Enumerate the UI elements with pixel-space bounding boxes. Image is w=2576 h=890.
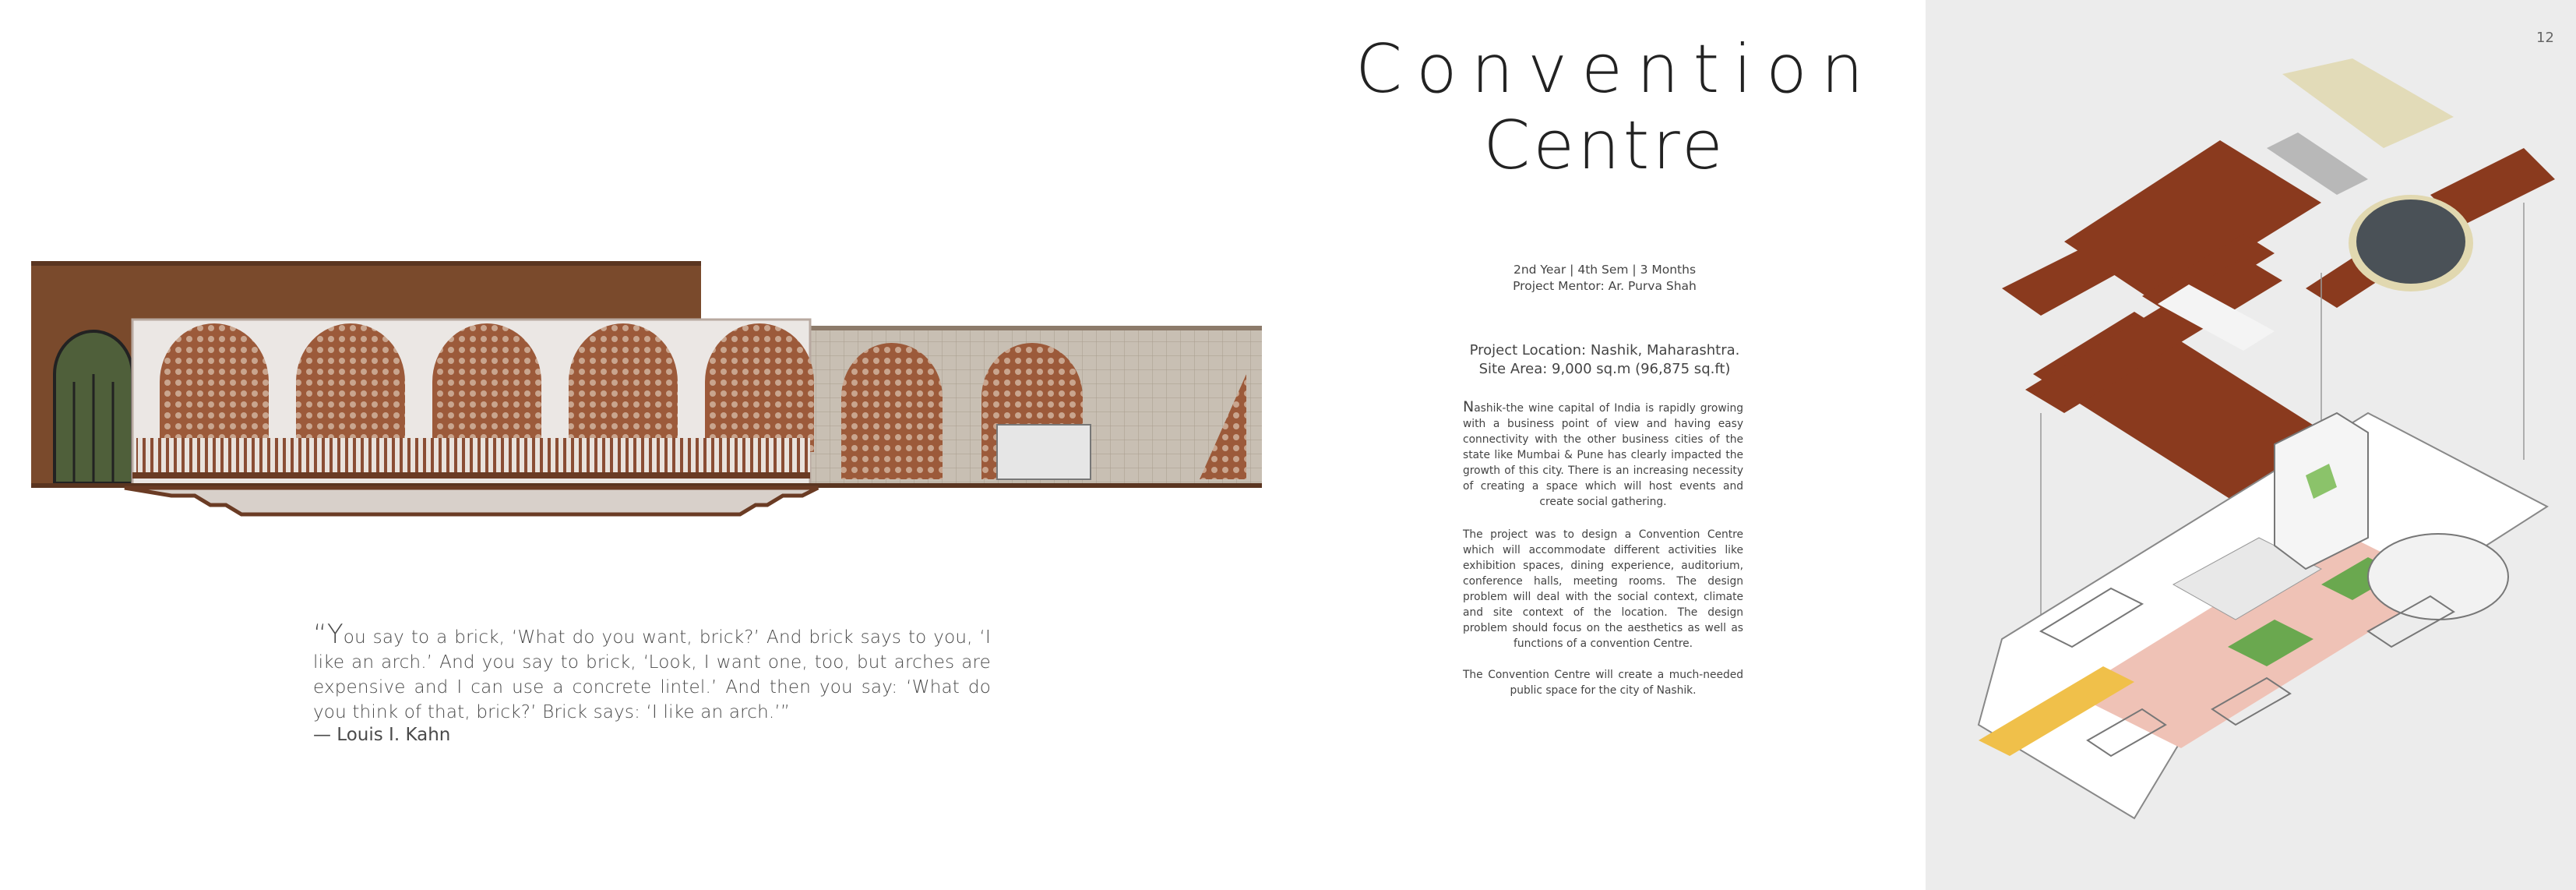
drop-initial: N <box>1463 398 1475 415</box>
title-line-2: Centre <box>1483 107 1726 185</box>
exploded-axonometric <box>1932 39 2571 849</box>
elevation-drawing <box>31 257 1262 538</box>
description-paragraph-1 <box>1463 399 1743 510</box>
description-paragraph-2: The project was to design a Convention Centre which will accommodate different activities like exhibition spaces, dining experience, auditorium, conference halls, meeting rooms. The design problem will deal with the social context, climate and site context of the location. The design problem should focus on the aesthetics as well as functions of a convention Centre. <box>1463 528 1743 650</box>
description-paragraph-3: The Convention Centre will create a much-needed public space for the city of Nashik. <box>1463 669 1743 697</box>
quote-text: ou say to a brick, ‘What do you want, brick?’ And brick says to you, ‘I like an arch.’ And you say to brick, ‘Look, I want one, too, but arches are expensive and I can use a concrete lintel.’ And then you say: ‘What do you think of that, brick?’ Brick says: ‘I like an arch.’” <box>313 627 991 722</box>
kahn-quote <box>313 619 991 725</box>
page-number: 12 <box>2536 30 2554 46</box>
project-location <box>1425 341 1784 379</box>
meta-line-1: 2nd Year | 4th Sem | 3 Months <box>1513 263 1697 277</box>
quote-author: — Louis I. Kahn <box>313 725 451 745</box>
auditorium <box>2368 534 2508 620</box>
page-title <box>1355 30 1878 185</box>
title-line-1: Convention <box>1355 30 1878 108</box>
paragraph-1-text: ashik-the wine capital of India is rapidly growing with a business point of view and having easy connectivity with the other business cities of the state like Mumbai & Pune has clearly impacted the growth of this city. There is an increasing necessity of creating a space which will host events and create social gathering. <box>1463 402 1743 508</box>
project-meta <box>1425 262 1784 295</box>
site-area-line: Site Area: 9,000 sq.m (96,875 sq.ft) <box>1478 361 1731 377</box>
meta-line-2: Project Mentor: Ar. Purva Shah <box>1513 279 1697 293</box>
roof-slab-beige <box>2282 58 2454 148</box>
quote-open: “Y <box>313 619 344 650</box>
location-line: Project Location: Nashik, Maharashtra. <box>1469 342 1740 358</box>
